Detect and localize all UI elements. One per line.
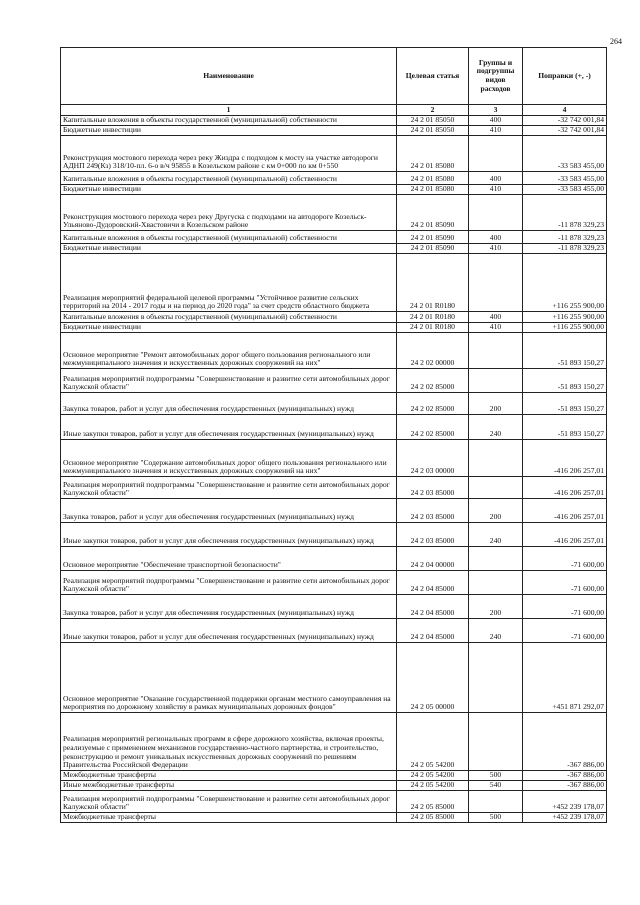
row-amendment: -11 878 329,23 (523, 195, 607, 231)
row-target-code: 24 2 01 85080 (397, 185, 469, 195)
row-amendment: -33 583 455,00 (523, 136, 607, 172)
row-target-code: 24 2 01 85090 (397, 231, 469, 244)
row-amendment: -416 206 257,01 (523, 499, 607, 523)
row-expense-group (469, 477, 523, 499)
table-row (61, 312, 607, 323)
row-name: Реализация мероприятий подпрограммы "Совершенствование и развитие сети автомобильных дорог Калужской области" (61, 477, 397, 499)
row-expense-group (469, 440, 523, 477)
row-expense-group (469, 195, 523, 231)
row-name: Основное мероприятие "Обеспечение транспортной безопасности" (61, 547, 397, 571)
row-amendment: -33 583 455,00 (523, 185, 607, 195)
row-amendment: -71 600,00 (523, 619, 607, 643)
table-row (61, 571, 607, 595)
row-amendment: -51 893 150,27 (523, 415, 607, 440)
row-amendment: -416 206 257,01 (523, 440, 607, 477)
table-row (61, 781, 607, 791)
table-row (61, 547, 607, 571)
row-target-code: 24 2 01 R0180 (397, 312, 469, 323)
row-target-code: 24 2 04 85000 (397, 571, 469, 595)
row-target-code: 24 2 04 00000 (397, 547, 469, 571)
table-row (61, 415, 607, 440)
row-expense-group (469, 791, 523, 813)
row-target-code: 24 2 01 85050 (397, 126, 469, 136)
table-row (61, 523, 607, 547)
row-name: Иные закупки товаров, работ и услуг для обеспечения государственных (муниципальных) нужд (61, 619, 397, 643)
row-target-code: 24 2 03 00000 (397, 440, 469, 477)
row-expense-group: 240 (469, 415, 523, 440)
table-row (61, 244, 607, 254)
row-amendment: -11 878 329,23 (523, 231, 607, 244)
row-target-code: 24 2 05 54200 (397, 713, 469, 771)
table-row (61, 813, 607, 823)
column-number: 1 (61, 105, 397, 116)
table-row (61, 333, 607, 369)
row-target-code: 24 2 02 00000 (397, 333, 469, 369)
row-target-code: 24 2 02 85000 (397, 415, 469, 440)
table-row (61, 172, 607, 185)
row-name: Реализация мероприятий подпрограммы "Совершенствование и развитие сети автомобильных дорог Калужской области" (61, 369, 397, 393)
row-target-code: 24 2 01 85090 (397, 195, 469, 231)
row-expense-group: 240 (469, 523, 523, 547)
row-name: Капитальные вложения в объекты государственной (муниципальной) собственности (61, 172, 397, 185)
row-name: Основное мероприятие "Оказание государственной поддержки органам местного самоуправления на мероприятия по дорожному хозяйству в рамках муниципальных дорожных фондов" (61, 643, 397, 713)
table-row (61, 440, 607, 477)
row-amendment: -32 742 001,84 (523, 126, 607, 136)
row-expense-group (469, 369, 523, 393)
row-target-code: 24 2 01 85050 (397, 116, 469, 126)
row-expense-group: 500 (469, 771, 523, 781)
row-name: Иные межбюджетные трансферты (61, 781, 397, 791)
row-name: Капитальные вложения в объекты государственной (муниципальной) собственности (61, 231, 397, 244)
row-name: Капитальные вложения в объекты государственной (муниципальной) собственности (61, 312, 397, 323)
row-expense-group (469, 333, 523, 369)
row-amendment: -32 742 001,84 (523, 116, 607, 126)
table-row (61, 323, 607, 333)
row-expense-group (469, 571, 523, 595)
row-expense-group: 200 (469, 499, 523, 523)
row-target-code: 24 2 05 00000 (397, 643, 469, 713)
table-row (61, 643, 607, 713)
row-expense-group: 500 (469, 813, 523, 823)
row-expense-group: 410 (469, 323, 523, 333)
row-amendment: -367 886,00 (523, 713, 607, 771)
row-target-code: 24 2 05 85000 (397, 813, 469, 823)
row-name: Реализация мероприятий подпрограммы "Совершенствование и развитие сети автомобильных дорог Калужской области" (61, 571, 397, 595)
row-expense-group: 400 (469, 312, 523, 323)
header-groups: Группы и подгруппы видов расходов (469, 48, 523, 105)
budget-amendments-table (60, 47, 607, 823)
table-row (61, 126, 607, 136)
table-row (61, 477, 607, 499)
table-row (61, 369, 607, 393)
table-row (61, 619, 607, 643)
header-amendments: Поправки (+, -) (523, 48, 607, 105)
table-row (61, 231, 607, 244)
page-number: 264 (610, 37, 622, 46)
row-name: Реализация мероприятий федеральной целевой программы "Устойчивое развитие сельских территорий на 2014 - 2017 годы и на период до 2020 года" за счет средств областного бюджета (61, 254, 397, 312)
row-name: Реконструкция мостового перехода через реку Другуска с подходами на автодороге Козельск-Ульяново-Дудоровский-Хвастовичи в Козельском районе (61, 195, 397, 231)
row-expense-group: 200 (469, 595, 523, 619)
row-name: Бюджетные инвестиции (61, 244, 397, 254)
row-amendment: -71 600,00 (523, 595, 607, 619)
row-expense-group: 400 (469, 172, 523, 185)
row-expense-group (469, 136, 523, 172)
row-amendment: -71 600,00 (523, 571, 607, 595)
row-target-code: 24 2 01 R0180 (397, 254, 469, 312)
row-expense-group: 400 (469, 231, 523, 244)
row-target-code: 24 2 01 85080 (397, 172, 469, 185)
row-target-code: 24 2 03 85000 (397, 523, 469, 547)
column-number: 3 (469, 105, 523, 116)
row-expense-group: 540 (469, 781, 523, 791)
row-expense-group: 410 (469, 185, 523, 195)
row-name: Реализация мероприятий подпрограммы "Совершенствование и развитие сети автомобильных дорог Калужской области" (61, 791, 397, 813)
row-amendment: -11 878 329,23 (523, 244, 607, 254)
row-amendment: -416 206 257,01 (523, 477, 607, 499)
row-name: Межбюджетные трансферты (61, 813, 397, 823)
table-row (61, 791, 607, 813)
row-name: Реализация мероприятий региональных программ в сфере дорожного хозяйства, включая проекты, реализуемые с применением механизмов государственно-частного партнерства, и строительство, реконструкцию и ремонт уникальных искусственных дорожных сооружений по решениям Правительства Российской Федерации (61, 713, 397, 771)
row-target-code: 24 2 04 85000 (397, 619, 469, 643)
row-expense-group: 200 (469, 393, 523, 415)
row-name: Иные закупки товаров, работ и услуг для обеспечения государственных (муниципальных) нужд (61, 523, 397, 547)
row-name: Закупка товаров, работ и услуг для обеспечения государственных (муниципальных) нужд (61, 499, 397, 523)
table-row (61, 771, 607, 781)
row-name: Закупка товаров, работ и услуг для обеспечения государственных (муниципальных) нужд (61, 393, 397, 415)
row-name: Бюджетные инвестиции (61, 185, 397, 195)
table-row (61, 195, 607, 231)
row-amendment: +116 255 900,00 (523, 254, 607, 312)
row-expense-group: 240 (469, 619, 523, 643)
row-expense-group (469, 547, 523, 571)
row-target-code: 24 2 01 85090 (397, 244, 469, 254)
row-expense-group: 410 (469, 244, 523, 254)
row-name: Бюджетные инвестиции (61, 126, 397, 136)
row-target-code: 24 2 05 54200 (397, 771, 469, 781)
row-target-code: 24 2 01 R0180 (397, 323, 469, 333)
row-name: Реконструкция мостового перехода через реку Жиздра с подходом к мосту на участке автодороги АДНП 249(Кз) 318/10-пл. 6-о в/ч 95855 в Козельском районе с км 0+000 по км 0+550 (61, 136, 397, 172)
column-number: 2 (397, 105, 469, 116)
row-expense-group (469, 254, 523, 312)
row-amendment: -367 886,00 (523, 781, 607, 791)
row-name: Капитальные вложения в объекты государственной (муниципальной) собственности (61, 116, 397, 126)
row-expense-group (469, 643, 523, 713)
row-name: Закупка товаров, работ и услуг для обеспечения государственных (муниципальных) нужд (61, 595, 397, 619)
row-name: Межбюджетные трансферты (61, 771, 397, 781)
header-target: Целевая статья (397, 48, 469, 105)
table-row (61, 393, 607, 415)
header-name: Наименование (61, 48, 397, 105)
table-row (61, 713, 607, 771)
row-expense-group: 410 (469, 126, 523, 136)
table-row (61, 499, 607, 523)
row-name: Основное мероприятие "Ремонт автомобильных дорог общего пользования регионального или межмуниципального значения и искусственных дорожных сооружений на них" (61, 333, 397, 369)
row-amendment: -33 583 455,00 (523, 172, 607, 185)
column-number: 4 (523, 105, 607, 116)
row-target-code: 24 2 02 85000 (397, 393, 469, 415)
row-name: Иные закупки товаров, работ и услуг для обеспечения государственных (муниципальных) нужд (61, 415, 397, 440)
row-amendment: +452 239 178,07 (523, 791, 607, 813)
table-row (61, 185, 607, 195)
column-number-row (61, 105, 607, 116)
row-amendment: -51 893 150,27 (523, 393, 607, 415)
row-target-code: 24 2 04 85000 (397, 595, 469, 619)
row-amendment: -51 893 150,27 (523, 369, 607, 393)
row-amendment: +452 239 178,07 (523, 813, 607, 823)
row-name: Основное мероприятие "Содержание автомобильных дорог общего пользования регионального или межмуниципального значения и искусственных дорожных сооружений на них" (61, 440, 397, 477)
row-target-code: 24 2 05 54200 (397, 781, 469, 791)
row-amendment: +116 255 900,00 (523, 312, 607, 323)
table-row (61, 136, 607, 172)
table-row (61, 116, 607, 126)
table-header-row (61, 48, 607, 105)
row-target-code: 24 2 03 85000 (397, 477, 469, 499)
table-row (61, 254, 607, 312)
row-target-code: 24 2 03 85000 (397, 499, 469, 523)
row-expense-group (469, 713, 523, 771)
table-row (61, 595, 607, 619)
row-amendment: -51 893 150,27 (523, 333, 607, 369)
row-target-code: 24 2 05 85000 (397, 791, 469, 813)
row-amendment: +116 255 900,00 (523, 323, 607, 333)
row-name: Бюджетные инвестиции (61, 323, 397, 333)
row-expense-group: 400 (469, 116, 523, 126)
row-amendment: -416 206 257,01 (523, 523, 607, 547)
row-amendment: +451 871 292,07 (523, 643, 607, 713)
row-target-code: 24 2 01 85080 (397, 136, 469, 172)
row-amendment: -71 600,00 (523, 547, 607, 571)
row-amendment: -367 886,00 (523, 771, 607, 781)
row-target-code: 24 2 02 85000 (397, 369, 469, 393)
